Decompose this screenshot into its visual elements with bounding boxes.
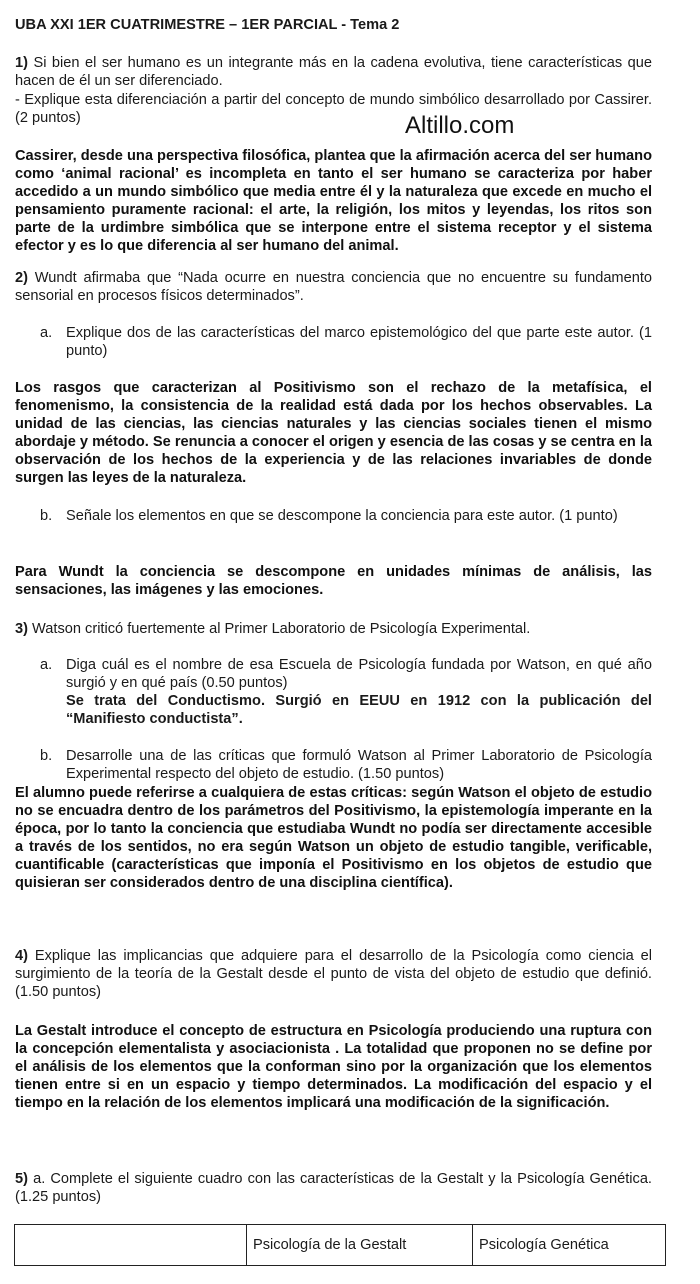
question-3b-answer: El alumno puede referirse a cualquiera de estas críticas: según Watson el objeto de estudio no se encuadra dentro de los parámetros del Positivismo, la epistemología imperante en la época, por lo tanto la conciencia que estudiaba Wundt no podía ser directamente accesible a través de los sentidos, no era según Watson un objeto de estudio tangible, verificable, cuantificable (características que imponía el Positivismo en los objetos de estudio que quisieran ser considerados dentro de una disciplina científica). xyxy=(15,785,652,891)
question-3a-label: a. xyxy=(40,657,53,673)
question-2a xyxy=(40,324,652,360)
question-4-text: Explique las implicancias que adquiere para el desarrollo de la Psicología como ciencia el surgimiento de la teoría de la Gestalt desde el punto de vista del objeto de estudio que definió. (1.50 puntos) xyxy=(15,948,652,1000)
question-1-number: 1) xyxy=(15,55,28,71)
question-3b-text: Desarrolle una de las críticas que formuló Watson al Primer Laboratorio de Psicología Experimental respecto del objeto de estudio. (1.50 puntos) xyxy=(66,748,652,782)
question-3-number: 3) xyxy=(15,621,28,637)
question-5 xyxy=(15,1170,652,1206)
exam-title: UBA XXI 1ER CUATRIMESTRE – 1ER PARCIAL - Tema 2 xyxy=(15,17,400,33)
question-5-text: a. Complete el siguiente cuadro con las características de la Gestalt y la Psicología Genética. (1.25 puntos) xyxy=(15,1171,652,1205)
question-4-answer: La Gestalt introduce el concepto de estructura en Psicología produciendo una ruptura con la concepción elementalista y asociacionista . La totalidad que proponen no se define por el análisis de los elementos que la conforman sino por la organización que los elementos tienen entre si en un espacio y tiempo determinados. La modificación del espacio y el tiempo en la relación de los elementos implicará una modificación de la significación. xyxy=(15,1023,652,1111)
question-3b xyxy=(40,747,652,783)
question-2b-text: Señale los elementos en que se descompone la conciencia para este autor. (1 punto) xyxy=(66,508,618,524)
table-header-row xyxy=(15,1225,666,1266)
table-header-cell: Psicología de la Gestalt xyxy=(247,1225,473,1266)
question-3-text: Watson criticó fuertemente al Primer Laboratorio de Psicología Experimental. xyxy=(32,621,531,637)
table-header-cell: Psicología Genética xyxy=(473,1225,666,1266)
question-2b-answer: Para Wundt la conciencia se descompone en unidades mínimas de análisis, las sensaciones, las imágenes y las emociones. xyxy=(15,564,652,598)
question-1-text: Si bien el ser humano es un integrante más en la cadena evolutiva, tiene características que hacen de él un ser diferenciado. xyxy=(15,55,652,89)
question-2b-label: b. xyxy=(40,508,53,524)
question-4-number: 4) xyxy=(15,948,28,964)
question-2-number: 2) xyxy=(15,270,28,286)
question-2a-answer: Los rasgos que caracterizan al Positivismo son el rechazo de la metafísica, el fenomenismo, la consistencia de la realidad está dada por los hechos observables. La unidad de las ciencias, las ciencias naturales y las ciencias sociales tienen el mismo abordaje y método. Se renuncia a conocer el origen y esencia de las cosas y se centra en la observación de los hechos de la experiencia y de las relaciones invariables de donde surgen las leyes de la naturaleza. xyxy=(15,380,652,486)
table-header-cell xyxy=(15,1225,247,1266)
question-3a-answer: Se trata del Conductismo. Surgió en EEUU en 1912 con la publicación del “Manifiesto conductista”. xyxy=(66,693,652,727)
question-3b-label: b. xyxy=(40,748,53,764)
question-2-text: Wundt afirmaba que “Nada ocurre en nuestra conciencia que no encuentre su fundamento sensorial en procesos físicos determinados”. xyxy=(15,270,652,304)
question-1-answer: Cassirer, desde una perspectiva filosófica, plantea que la afirmación acerca del ser humano como ‘animal racional’ es incompleta en tanto el ser humano se caracteriza por haber accedido a un mundo simbólico que media entre él y la naturaleza que excede en mucho el pensamiento puramente racional: el arte, la religión, los mitos y leyendas, los ritos son parte de la urdimbre simbólica que se interpone entre el sistema receptor y el sistema efector y es lo que diferencia al ser humano del animal. xyxy=(15,148,652,254)
question-2a-text: Explique dos de las características del marco epistemológico del que parte este autor. (1 punto) xyxy=(66,325,652,359)
question-2b xyxy=(40,507,652,525)
question-4 xyxy=(15,947,652,1001)
comparison-table xyxy=(14,1224,666,1266)
watermark: Altillo.com xyxy=(405,112,515,139)
question-5-number: 5) xyxy=(15,1171,28,1187)
question-3a-text: Diga cuál es el nombre de esa Escuela de Psicología fundada por Watson, en qué año surgió y en qué país (0.50 puntos) xyxy=(66,657,652,691)
question-3a xyxy=(40,656,652,728)
question-2 xyxy=(15,269,652,305)
question-3 xyxy=(15,620,652,638)
question-2a-label: a. xyxy=(40,325,53,341)
question-1 xyxy=(15,54,652,90)
question-1-instruction: - Explique esta diferenciación a partir del concepto de mundo simbólico desarrollado por Cassirer. (2 puntos) xyxy=(15,92,652,126)
